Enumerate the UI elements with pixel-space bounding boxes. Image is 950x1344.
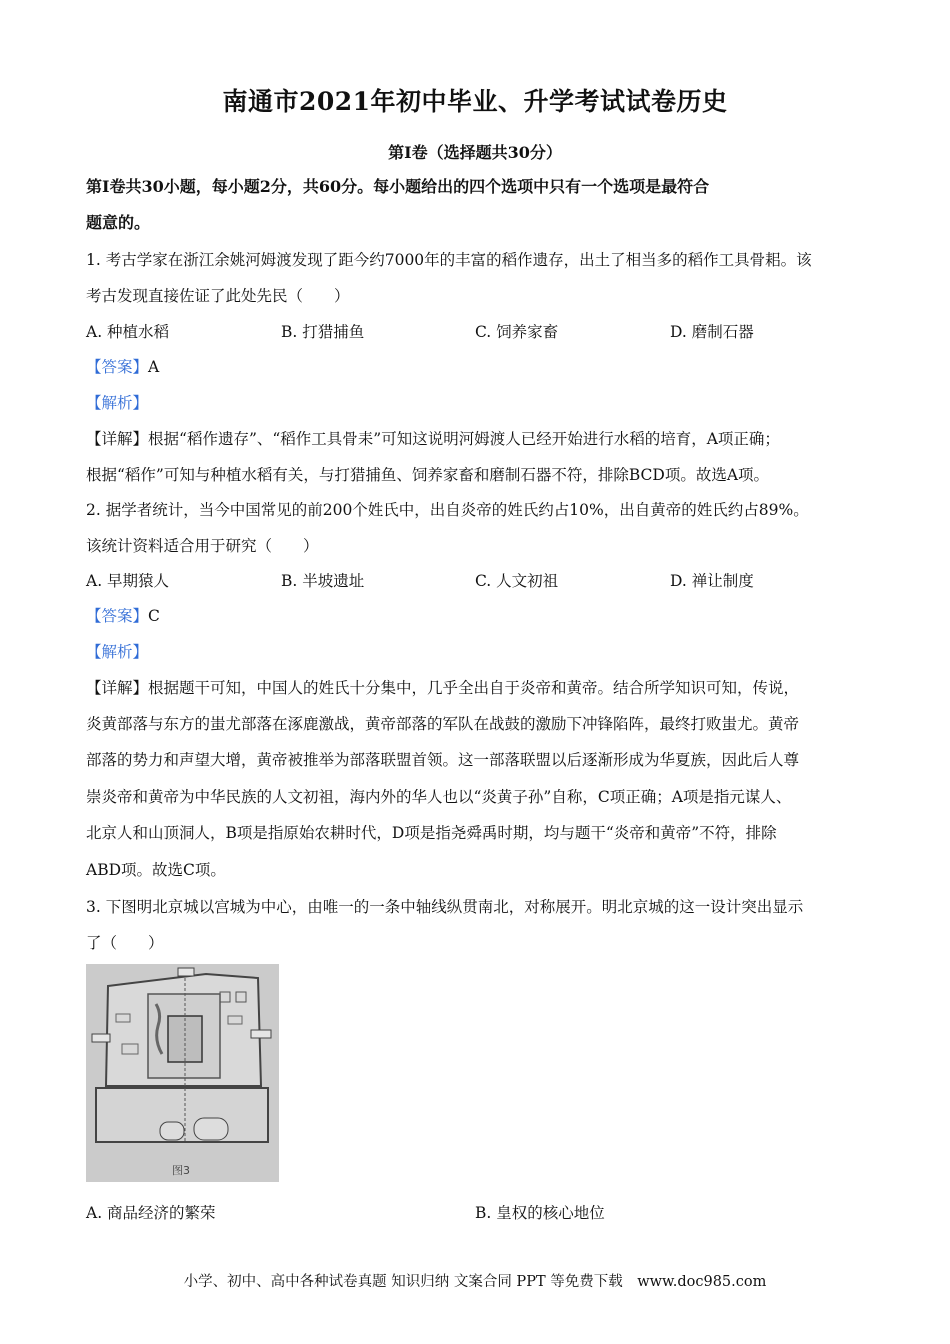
answer-tag: 【答案】 bbox=[86, 607, 149, 625]
q3-option-b: B. 皇权的核心地位 bbox=[475, 1204, 605, 1222]
footer-text: 小学、初中、高中各种试卷真题 知识归纳 文案合同 PPT 等免费下载 www.doc985.com bbox=[183, 1274, 767, 1290]
q1-stem-line-1: 1. 考古学家在浙江余姚河姆渡发现了距今约7000年的丰富的稻作遗存，出土了相当多的稻作工具骨耜。该 bbox=[86, 251, 812, 269]
q2-option-d: D. 禅让制度 bbox=[670, 572, 754, 590]
detail-text: 根据“稻作遗存”、“稻作工具骨耒”可知这说明河姆渡人已经开始进行水稻的培育，A项正确； bbox=[148, 430, 780, 448]
section-title: 第Ⅰ卷（选择题共30分） bbox=[388, 143, 562, 162]
detail-tag: 【详解】 bbox=[86, 430, 149, 448]
map-caption: 图3 bbox=[172, 1164, 190, 1177]
map-drawing bbox=[86, 964, 279, 1182]
q1-stem-line-2: 考古发现直接佐证了此处先民（ ） bbox=[86, 287, 350, 305]
q2-detail-line-2: 炎黄部落与东方的蚩尤部落在涿鹿激战，黄帝部落的军队在战鼓的激励下冲锋陷阵，最终打败蚩尤。黄帝 bbox=[86, 715, 800, 733]
instructions-line-2: 题意的。 bbox=[86, 213, 151, 232]
q2-detail-line-5: 北京人和山顶洞人，B项是指原始农耕时代，D项是指尧舜禹时期，均与题干“炎帝和黄帝”不符，排除 bbox=[86, 824, 777, 842]
q2-detail-line-1 bbox=[86, 677, 886, 699]
q3-stem-line-2: 了（ ） bbox=[86, 934, 164, 952]
q1-detail-line-1 bbox=[86, 428, 886, 450]
q2-detail-line-4: 崇炎帝和黄帝为中华民族的人文初祖，海内外的华人也以“炎黄子孙”自称，C项正确；A项是指元谋人、 bbox=[86, 788, 792, 806]
answer-value: A bbox=[148, 358, 160, 376]
q1-option-a: A. 种植水稻 bbox=[86, 323, 170, 341]
q2-detail-line-3: 部落的势力和声望大增，黄帝被推举为部落联盟首领。这一部落联盟以后逐渐形成为华夏族，因此后人尊 bbox=[86, 751, 800, 769]
q1-option-d: D. 磨制石器 bbox=[670, 323, 754, 341]
q1-answer bbox=[86, 356, 886, 378]
q1-analysis-tag: 【解析】 bbox=[86, 394, 149, 412]
q2-answer bbox=[86, 605, 886, 627]
q1-option-c: C. 饲养家畜 bbox=[475, 323, 559, 341]
answer-tag: 【答案】 bbox=[86, 358, 149, 376]
detail-tag: 【详解】 bbox=[86, 679, 149, 697]
q3-option-a: A. 商品经济的繁荣 bbox=[86, 1204, 216, 1222]
instructions-line-1: 第Ⅰ卷共30小题，每小题2分，共60分。每小题给出的四个选项中只有一个选项是最符合 bbox=[86, 177, 710, 196]
q2-analysis-tag: 【解析】 bbox=[86, 643, 149, 661]
answer-value: C bbox=[148, 607, 160, 625]
q2-option-a: A. 早期猿人 bbox=[86, 572, 170, 590]
q1-detail-line-2: 根据“稻作”可知与种植水稻有关，与打猎捕鱼、饲养家畜和磨制石器不符，排除BCD项。故选A项。 bbox=[86, 466, 770, 484]
ming-beijing-map-image bbox=[86, 964, 279, 1182]
q2-option-c: C. 人文初祖 bbox=[475, 572, 559, 590]
q2-detail-line-6: ABD项。故选C项。 bbox=[86, 861, 226, 879]
q2-option-b: B. 半坡遗址 bbox=[281, 572, 365, 590]
q3-stem-line-1: 3. 下图明北京城以宫城为中心，由唯一的一条中轴线纵贯南北，对称展开。明北京城的这一设计突出显示 bbox=[86, 898, 804, 916]
q2-stem-line-2: 该统计资料适合用于研究（ ） bbox=[86, 537, 319, 555]
page-title: 南通市2021年初中毕业、升学考试试卷历史 bbox=[222, 87, 728, 116]
q2-stem-line-1: 2. 据学者统计，当今中国常见的前200个姓氏中，出自炎帝的姓氏约占10%，出自黄帝的姓氏约占89%。 bbox=[86, 501, 809, 519]
q1-option-b: B. 打猎捕鱼 bbox=[281, 323, 365, 341]
detail-text: 根据题干可知，中国人的姓氏十分集中，几乎全出自于炎帝和黄帝。结合所学知识可知，传说， bbox=[148, 679, 800, 697]
